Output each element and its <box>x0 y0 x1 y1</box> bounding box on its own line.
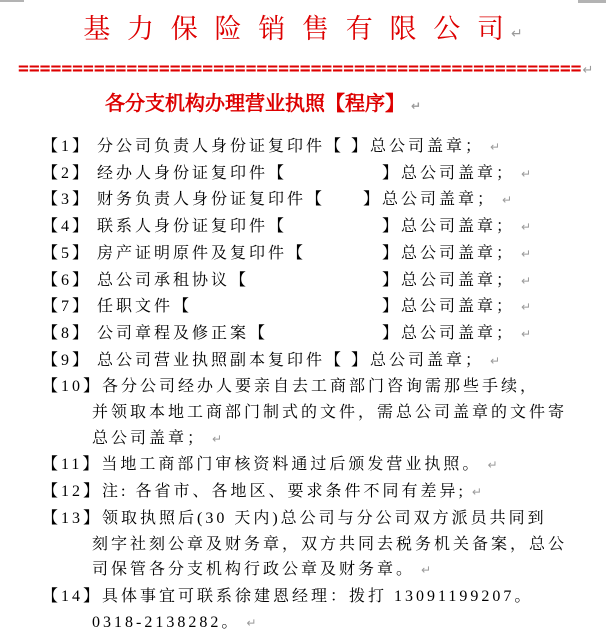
list-item <box>0 187 606 214</box>
list-item <box>0 268 606 295</box>
item-body <box>92 584 596 636</box>
item-line: 经办人身份证复印件【 】总公司盖章； ↵ <box>97 161 596 188</box>
company-name-text: 基 力 保 险 销 售 有 限 公 司 <box>83 14 509 44</box>
list-item <box>0 321 606 348</box>
item-number: 【4】 <box>42 218 92 236</box>
paragraph-mark: ↵ <box>487 458 498 473</box>
paragraph-mark: ↵ <box>521 220 532 235</box>
divider-line <box>0 62 606 78</box>
item-number: 【1】 <box>42 138 92 155</box>
item-body <box>102 479 596 506</box>
paragraph-mark: ↵ <box>521 246 532 261</box>
item-line: 注: 各省市、各地区、要求条件不同有差异; ↵ <box>102 479 596 506</box>
paragraph-mark: ↵ <box>582 63 594 78</box>
list-item <box>0 134 606 161</box>
page-title-text: 各分支机构办理营业执照【程序】 <box>104 93 405 115</box>
item-body <box>97 134 596 161</box>
paragraph-mark: ↵ <box>521 326 532 341</box>
item-line: 总公司承租协议【 】总公司盖章； ↵ <box>97 268 596 295</box>
item-body <box>97 268 596 295</box>
item-line: 刻字社刻公章及财务章，双方共同去税务机关备案，总公 <box>92 535 568 553</box>
item-number: 【13】 <box>42 509 103 527</box>
item-number: 【9】 <box>42 351 92 369</box>
paragraph-mark: ↵ <box>246 615 257 630</box>
item-number: 【2】 <box>42 164 92 182</box>
item-line: 分公司负责人身份证复印件【 】总公司盖章； ↵ <box>97 134 596 161</box>
item-line: 公司章程及修正案【 】总公司盖章； ↵ <box>97 321 596 348</box>
item-number: 【7】 <box>42 298 92 316</box>
item-body <box>97 241 596 268</box>
item-number: 【14】 <box>42 587 103 605</box>
list-item <box>0 584 606 636</box>
list-item <box>0 161 606 188</box>
item-number: 【3】 <box>42 191 92 209</box>
item-line: 任职文件【 】总公司盖章； ↵ <box>97 294 596 321</box>
item-line: 具体事宜可联系徐建恩经理：拨打 13091199207。 <box>102 587 534 605</box>
item-number: 【6】 <box>42 271 92 289</box>
item-number: 【5】 <box>42 244 92 262</box>
list-item <box>0 374 606 452</box>
item-line: 联系人身份证复印件【 】总公司盖章； ↵ <box>97 214 596 241</box>
item-body <box>97 161 596 188</box>
item-number: 【11】 <box>42 456 102 474</box>
item-body <box>97 214 596 241</box>
list-item <box>0 348 606 375</box>
item-body <box>97 348 596 375</box>
paragraph-mark: ↵ <box>212 431 223 446</box>
paragraph-mark: ↵ <box>490 140 501 154</box>
page-boundary-mark-left <box>0 0 24 2</box>
item-line: 领取执照后(30 天内)总公司与分公司双方派员共同到 <box>102 509 547 527</box>
list-item <box>0 214 606 241</box>
item-line: 财务负责人身份证复印件【 】总公司盖章； ↵ <box>97 187 596 214</box>
paragraph-mark: ↵ <box>521 166 532 181</box>
paragraph-mark: ↵ <box>502 193 513 208</box>
divider-equals: ==================================================== <box>18 62 582 78</box>
paragraph-mark: ↵ <box>490 353 501 368</box>
list-item <box>0 479 606 506</box>
page-boundary-mark-right <box>578 0 606 3</box>
item-number: 【10】 <box>42 378 103 396</box>
item-line: 0318-2138282。 ↵ <box>92 610 596 636</box>
item-line: 总公司盖章； ↵ <box>92 426 596 453</box>
item-body <box>101 452 596 479</box>
page-title <box>0 91 606 119</box>
paragraph-mark: ↵ <box>471 485 482 500</box>
item-line: 房产证明原件及复印件【 】总公司盖章； ↵ <box>97 241 596 268</box>
paragraph-mark: ↵ <box>511 26 523 42</box>
item-body <box>92 506 596 584</box>
item-line: 司保管各分支机构行政公章及财务章。 ↵ <box>92 557 596 584</box>
item-body <box>97 321 596 348</box>
item-line: 当地工商部门审核资料通过后颁发营业执照。 ↵ <box>101 452 596 479</box>
paragraph-mark: ↵ <box>410 99 422 113</box>
item-body <box>97 187 596 214</box>
item-line: 总公司营业执照副本复印件【 】总公司盖章； ↵ <box>97 348 596 375</box>
item-number: 【8】 <box>42 324 92 342</box>
paragraph-mark: ↵ <box>521 273 532 288</box>
item-line: 各分公司经办人要亲自去工商部门咨询需那些手续， <box>102 378 540 396</box>
item-line: 并领取本地工商部门制式的文件，需总公司盖章的文件寄 <box>92 404 568 422</box>
paragraph-mark: ↵ <box>421 563 432 578</box>
list-item <box>0 241 606 268</box>
list-item <box>0 506 606 584</box>
item-number: 【12】 <box>42 483 103 501</box>
list-item <box>0 294 606 321</box>
item-body <box>92 374 596 452</box>
list-item <box>0 452 606 479</box>
paragraph-mark: ↵ <box>521 300 532 315</box>
item-body <box>97 294 596 321</box>
items-list <box>0 134 606 636</box>
company-name <box>0 0 606 51</box>
